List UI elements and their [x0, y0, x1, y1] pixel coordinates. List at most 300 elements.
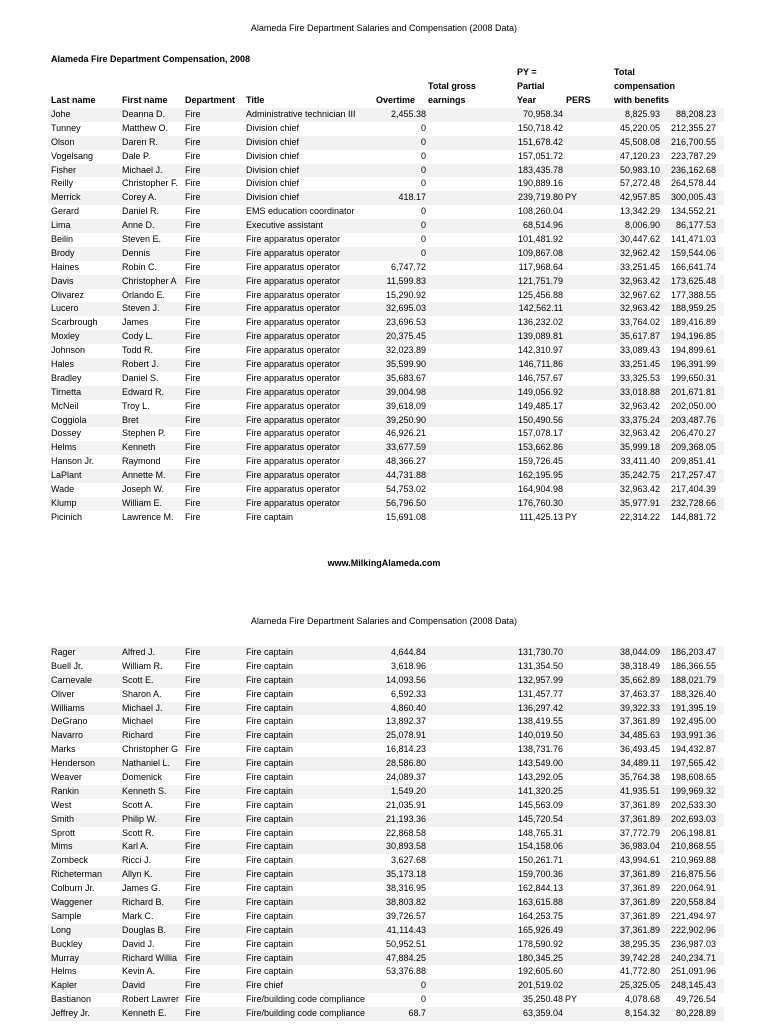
- header-gross-1: Total gross: [428, 81, 476, 91]
- cell-first-name: Christopher A: [122, 275, 177, 286]
- cell-department: Fire: [185, 924, 201, 935]
- cell-overtime: 0: [420, 178, 426, 189]
- cell-overtime: 6,747.72: [390, 261, 426, 272]
- cell-department: Fire: [185, 303, 201, 314]
- cell-title: Fire/building code compliance: [246, 994, 366, 1005]
- cell-title: Fire captain: [246, 841, 294, 852]
- table-row: [48, 372, 724, 386]
- header-pers: PERS: [566, 95, 591, 105]
- table-row: [48, 813, 724, 827]
- cell-title: Fire captain: [246, 869, 294, 880]
- cell-overtime: 0: [420, 247, 426, 258]
- cell-pers: 8,825.93: [624, 109, 660, 119]
- cell-total-compensation: 141,471.03: [670, 234, 716, 245]
- cell-pers: 57,272.48: [619, 178, 660, 189]
- table-row: [48, 122, 724, 136]
- cell-gross-earnings: 153,662.86: [517, 442, 563, 453]
- cell-department: Fire: [185, 109, 201, 119]
- cell-title: Fire captain: [246, 688, 294, 699]
- cell-gross-earnings: 164,253.75: [517, 910, 563, 921]
- cell-department: Fire: [185, 220, 201, 231]
- cell-last-name: Long: [51, 924, 72, 935]
- cell-pers: 37,361.89: [619, 716, 660, 727]
- cell-title: Fire captain: [246, 910, 294, 921]
- cell-first-name: Christopher F.: [122, 178, 179, 189]
- cell-overtime: 3,627.68: [390, 855, 426, 866]
- cell-total-compensation: 201,671.81: [670, 386, 716, 397]
- cell-pers: 32,963.42: [619, 428, 660, 439]
- cell-pers: 37,361.89: [619, 799, 660, 810]
- cell-total-compensation: 221,494.97: [670, 910, 716, 921]
- cell-last-name: Olivarez: [51, 289, 85, 300]
- cell-total-compensation: 196,391.99: [670, 359, 716, 370]
- table-row: [48, 868, 724, 882]
- cell-first-name: Robin C.: [122, 261, 158, 272]
- cell-overtime: 418.17: [398, 192, 426, 203]
- cell-total-compensation: 202,050.00: [670, 400, 716, 411]
- cell-last-name: Rankin: [51, 785, 80, 796]
- cell-gross-earnings: 141,320.25: [517, 785, 563, 796]
- cell-overtime: 14,093.56: [385, 674, 426, 685]
- cell-gross-earnings: 192,605.60: [517, 966, 563, 977]
- cell-department: Fire: [185, 470, 201, 481]
- cell-department: Fire: [185, 442, 201, 453]
- table-row: [48, 316, 724, 330]
- cell-total-compensation: 223,787.29: [670, 150, 716, 161]
- cell-department: Fire: [185, 150, 201, 161]
- cell-total-compensation: 209,851.41: [670, 456, 716, 467]
- table-row: [48, 729, 724, 743]
- cell-first-name: Michael J.: [122, 702, 163, 713]
- cell-last-name: Moxley: [51, 331, 80, 342]
- table-row: [48, 702, 724, 716]
- cell-last-name: Coggiola: [51, 414, 87, 425]
- sheet-title: Alameda Fire Department Compensation, 2008: [51, 54, 251, 64]
- cell-gross-earnings: 146,757.67: [517, 372, 563, 383]
- cell-pers: 39,322.33: [619, 702, 660, 713]
- cell-total-compensation: 192,495.00: [670, 716, 716, 727]
- cell-first-name: James G.: [122, 883, 161, 894]
- cell-title: Administrative technician III: [246, 109, 356, 119]
- cell-pers: 32,963.42: [619, 484, 660, 495]
- cell-pers: 32,962.42: [619, 247, 660, 258]
- cell-last-name: Williams: [51, 702, 85, 713]
- cell-title: Fire captain: [246, 966, 294, 977]
- table-row: [48, 757, 724, 771]
- table-row: [48, 993, 724, 1007]
- cell-overtime: 23,696.53: [385, 317, 426, 328]
- table-row: [48, 469, 724, 483]
- table-row: [48, 483, 724, 497]
- cell-title: Fire captain: [246, 952, 294, 963]
- cell-department: Fire: [185, 1008, 201, 1019]
- cell-title: Fire apparatus operator: [246, 303, 341, 314]
- table-row: [48, 511, 724, 525]
- cell-first-name: Scott E.: [122, 674, 154, 685]
- cell-total-compensation: 188,021.79: [670, 674, 716, 685]
- table-row: [48, 386, 724, 400]
- cell-last-name: Dossey: [51, 428, 82, 439]
- cell-total-compensation: 222,902.96: [670, 924, 716, 935]
- cell-pers: 36,493.45: [619, 744, 660, 755]
- cell-last-name: DeGrano: [51, 716, 88, 727]
- cell-department: Fire: [185, 841, 201, 852]
- cell-overtime: 0: [420, 980, 426, 991]
- cell-department: Fire: [185, 883, 201, 894]
- cell-pers: 35,977.91: [619, 497, 660, 508]
- table-row: [48, 688, 724, 702]
- cell-pers: 33,251.45: [619, 261, 660, 272]
- cell-last-name: Rager: [51, 647, 76, 657]
- cell-department: Fire: [185, 247, 201, 258]
- cell-last-name: West: [51, 799, 72, 810]
- cell-last-name: Merrick: [51, 192, 81, 203]
- cell-pers: 38,044.09: [619, 647, 660, 657]
- cell-gross-earnings: 131,354.50: [517, 660, 563, 671]
- header-total-1: Total: [614, 67, 635, 77]
- table-row: [48, 302, 724, 316]
- cell-total-compensation: 251,091.96: [670, 966, 716, 977]
- cell-department: Fire: [185, 966, 201, 977]
- cell-overtime: 56,796.50: [385, 497, 426, 508]
- cell-total-compensation: 217,404.39: [670, 484, 716, 495]
- cell-pers: 38,295.35: [619, 938, 660, 949]
- cell-department: Fire: [185, 428, 201, 439]
- cell-overtime: 15,691.08: [385, 511, 426, 522]
- cell-title: Fire apparatus operator: [246, 386, 341, 397]
- cell-department: Fire: [185, 647, 201, 657]
- cell-pers: 32,963.42: [619, 400, 660, 411]
- cell-last-name: Lucero: [51, 303, 79, 314]
- cell-total-compensation: 212,355.27: [670, 122, 716, 133]
- cell-total-compensation: 194,899.61: [670, 345, 716, 356]
- cell-last-name: Lima: [51, 220, 71, 231]
- cell-title: Fire apparatus operator: [246, 400, 341, 411]
- cell-pers: 33,764.02: [619, 317, 660, 328]
- cell-gross-earnings: 131,730.70: [517, 647, 563, 657]
- cell-department: Fire: [185, 980, 201, 991]
- cell-pers: 35,242.75: [619, 470, 660, 481]
- cell-gross-earnings: 140,019.50: [517, 730, 563, 741]
- header-py-2: Partial: [517, 81, 545, 91]
- cell-overtime: 38,316.95: [385, 883, 426, 894]
- cell-first-name: Orlando E.: [122, 289, 166, 300]
- cell-first-name: Michael J.: [122, 164, 163, 175]
- cell-overtime: 32,023.89: [385, 345, 426, 356]
- cell-total-compensation: 177,388.55: [670, 289, 716, 300]
- cell-overtime: 47,884.25: [385, 952, 426, 963]
- cell-first-name: Bret: [122, 414, 139, 425]
- cell-first-name: Kenneth: [122, 442, 156, 453]
- cell-first-name: Ricci J.: [122, 855, 151, 866]
- cell-first-name: Raymond: [122, 456, 161, 467]
- cell-title: Fire captain: [246, 660, 294, 671]
- cell-gross-earnings: 138,419.55: [517, 716, 563, 727]
- cell-last-name: Reilly: [51, 178, 74, 189]
- cell-overtime: 50,952.51: [385, 938, 426, 949]
- cell-first-name: Joseph W.: [122, 484, 165, 495]
- cell-department: Fire: [185, 178, 201, 189]
- cell-department: Fire: [185, 484, 201, 495]
- cell-last-name: LaPlant: [51, 470, 82, 481]
- cell-first-name: Sharon A.: [122, 688, 162, 699]
- cell-gross-earnings: 164,904.98: [517, 484, 563, 495]
- cell-title: Fire apparatus operator: [246, 428, 341, 439]
- table-row: [48, 150, 724, 164]
- table-row: [48, 164, 724, 178]
- cell-last-name: Waggener: [51, 897, 93, 908]
- cell-total-compensation: 199,650.31: [670, 372, 716, 383]
- cell-total-compensation: 202,533.30: [670, 799, 716, 810]
- table-row: [48, 275, 724, 289]
- header-overtime: Overtime: [376, 95, 416, 105]
- cell-gross-earnings: 150,718.42: [517, 122, 563, 133]
- cell-overtime: 25,078.91: [385, 730, 426, 741]
- table-row: [48, 108, 724, 122]
- cell-total-compensation: 202,693.03: [670, 813, 716, 824]
- cell-title: Fire captain: [246, 855, 294, 866]
- cell-total-compensation: 220,064.91: [670, 883, 716, 894]
- cell-last-name: Gerard: [51, 206, 80, 217]
- table-row: [48, 1007, 724, 1021]
- cell-title: Fire/building code compliance: [246, 1008, 366, 1019]
- cell-first-name: Richard B.: [122, 897, 165, 908]
- cell-title: Fire captain: [246, 744, 294, 755]
- cell-last-name: Johe: [51, 109, 71, 119]
- cell-first-name: Annette M.: [122, 470, 166, 481]
- cell-overtime: 1,549.20: [390, 785, 426, 796]
- cell-overtime: 68.7: [408, 1008, 426, 1019]
- cell-title: Fire apparatus operator: [246, 497, 341, 508]
- cell-last-name: Oliver: [51, 688, 75, 699]
- cell-department: Fire: [185, 275, 201, 286]
- cell-department: Fire: [185, 497, 201, 508]
- cell-last-name: Vogelsang: [51, 150, 94, 161]
- cell-gross-earnings: 70,958.34: [522, 109, 563, 119]
- cell-gross-earnings: 101,481.92: [517, 234, 563, 245]
- cell-title: Fire captain: [246, 511, 294, 522]
- cell-department: Fire: [185, 772, 201, 783]
- cell-pers: 45,508.08: [619, 136, 660, 147]
- cell-partial-year: PY: [565, 192, 578, 203]
- cell-title: Fire apparatus operator: [246, 372, 341, 383]
- cell-department: Fire: [185, 331, 201, 342]
- table-row: [48, 979, 724, 993]
- cell-gross-earnings: 142,310.97: [517, 345, 563, 356]
- cell-title: Division chief: [246, 192, 300, 203]
- cell-gross-earnings: 138,731.76: [517, 744, 563, 755]
- cell-first-name: Kenneth E.: [122, 1008, 167, 1019]
- table-row: [48, 660, 724, 674]
- cell-total-compensation: 86,177.53: [675, 220, 716, 231]
- cell-title: Executive assistant: [246, 220, 324, 231]
- cell-title: Fire apparatus operator: [246, 234, 341, 245]
- cell-last-name: Sprott: [51, 827, 76, 838]
- cell-overtime: 0: [420, 234, 426, 245]
- cell-pers: 35,662.89: [619, 674, 660, 685]
- table-row: [48, 910, 724, 924]
- table-row: [48, 952, 724, 966]
- cell-total-compensation: 186,366.55: [670, 660, 716, 671]
- cell-overtime: 4,644.84: [390, 647, 426, 657]
- cell-pers: 8,006.90: [624, 220, 660, 231]
- cell-last-name: Mims: [51, 841, 73, 852]
- cell-title: Fire captain: [246, 924, 294, 935]
- cell-title: Fire captain: [246, 897, 294, 908]
- cell-partial-year: PY: [565, 994, 578, 1005]
- cell-department: Fire: [185, 164, 201, 175]
- cell-department: Fire: [185, 414, 201, 425]
- cell-overtime: 2,455.38: [390, 109, 426, 119]
- cell-gross-earnings: 117,968.64: [518, 261, 563, 272]
- cell-overtime: 54,753.02: [385, 484, 426, 495]
- header-py-3: Year: [517, 95, 537, 105]
- cell-pers: 34,489.11: [620, 758, 660, 769]
- cell-pers: 33,251.45: [619, 359, 660, 370]
- cell-title: Division chief: [246, 178, 300, 189]
- cell-last-name: Navarro: [51, 730, 84, 741]
- cell-overtime: 41,114.43: [386, 924, 426, 935]
- cell-total-compensation: 209,368.05: [670, 442, 716, 453]
- cell-last-name: Scarbrough: [51, 317, 98, 328]
- cell-overtime: 16,814.23: [385, 744, 426, 755]
- cell-overtime: 3,618.96: [390, 660, 426, 671]
- cell-department: Fire: [185, 400, 201, 411]
- cell-pers: 43,994.61: [619, 855, 660, 866]
- cell-gross-earnings: 176,760.30: [517, 497, 563, 508]
- cell-overtime: 39,250.90: [385, 414, 426, 425]
- cell-title: Fire apparatus operator: [246, 359, 341, 370]
- cell-pers: 37,772.79: [619, 827, 660, 838]
- cell-partial-year: PY: [565, 511, 578, 522]
- cell-gross-earnings: 109,867.08: [517, 247, 563, 258]
- cell-first-name: Daren R.: [122, 136, 159, 147]
- cell-first-name: Alfred J.: [122, 647, 156, 657]
- table-row: [48, 247, 724, 261]
- cell-department: Fire: [185, 716, 201, 727]
- cell-total-compensation: 173,625.48: [670, 275, 716, 286]
- cell-last-name: Helms: [51, 442, 77, 453]
- cell-gross-earnings: 163,615.88: [517, 897, 563, 908]
- cell-gross-earnings: 136,232.02: [517, 317, 563, 328]
- cell-department: Fire: [185, 511, 201, 522]
- compensation-table-page-2: [48, 646, 724, 1021]
- cell-gross-earnings: 239,719.80: [517, 192, 563, 203]
- cell-gross-earnings: 151,678.42: [517, 136, 563, 147]
- cell-pers: 37,361.89: [619, 869, 660, 880]
- table-row: [48, 136, 724, 150]
- cell-first-name: Scott A.: [122, 799, 154, 810]
- cell-first-name: Kenneth S.: [122, 785, 167, 796]
- cell-title: Fire captain: [246, 772, 294, 783]
- cell-total-compensation: 300,005.43: [670, 192, 716, 203]
- cell-overtime: 24,089.37: [385, 772, 426, 783]
- cell-gross-earnings: 178,590.92: [517, 938, 563, 949]
- cell-gross-earnings: 142,562.11: [518, 303, 563, 314]
- table-row: [48, 882, 724, 896]
- cell-department: Fire: [185, 688, 201, 699]
- cell-first-name: William E.: [122, 497, 162, 508]
- cell-first-name: Richard Willia: [122, 952, 178, 963]
- cell-overtime: 48,366.27: [385, 456, 426, 467]
- cell-gross-earnings: 132,957.99: [517, 674, 563, 685]
- cell-last-name: Murray: [51, 952, 80, 963]
- cell-title: Fire apparatus operator: [246, 414, 341, 425]
- cell-department: Fire: [185, 234, 201, 245]
- cell-department: Fire: [185, 952, 201, 963]
- cell-overtime: 0: [420, 122, 426, 133]
- cell-title: Fire apparatus operator: [246, 456, 341, 467]
- cell-gross-earnings: 183,435.78: [517, 164, 563, 175]
- cell-last-name: Tirnetta: [51, 386, 82, 397]
- cell-total-compensation: 194,432.87: [670, 744, 716, 755]
- cell-pers: 37,361.89: [619, 924, 660, 935]
- cell-pers: 33,089.43: [619, 345, 660, 356]
- cell-pers: 37,463.37: [619, 688, 660, 699]
- cell-overtime: 38,803.82: [385, 897, 426, 908]
- cell-first-name: Richard: [122, 730, 154, 741]
- cell-overtime: 0: [420, 150, 426, 161]
- cell-total-compensation: 194,196.85: [670, 331, 716, 342]
- cell-first-name: Troy L.: [122, 400, 150, 411]
- header-total-2: compensation: [614, 81, 676, 91]
- cell-overtime: 13,892.37: [385, 716, 426, 727]
- table-row: [48, 289, 724, 303]
- cell-last-name: Beilin: [51, 234, 74, 245]
- cell-gross-earnings: 143,549.00: [517, 758, 563, 769]
- cell-department: Fire: [185, 372, 201, 383]
- cell-pers: 50,983.10: [619, 164, 660, 175]
- cell-overtime: 39,618.09: [385, 400, 426, 411]
- cell-title: Division chief: [246, 122, 300, 133]
- cell-department: Fire: [185, 122, 201, 133]
- cell-first-name: Dale P.: [122, 150, 151, 161]
- cell-pers: 33,018.88: [619, 386, 660, 397]
- cell-overtime: 30,893.58: [385, 841, 426, 852]
- table-row: [48, 177, 724, 191]
- cell-total-compensation: 88,208.23: [675, 109, 716, 119]
- cell-total-compensation: 191,395.19: [670, 702, 716, 713]
- table-row: [48, 205, 724, 219]
- cell-pers: 41,772.80: [619, 966, 660, 977]
- cell-last-name: Johnson: [51, 345, 86, 356]
- cell-pers: 32,963.42: [619, 303, 660, 314]
- cell-overtime: 21,035.91: [385, 799, 426, 810]
- cell-last-name: Hales: [51, 359, 75, 370]
- table-row: [48, 427, 724, 441]
- cell-department: Fire: [185, 456, 201, 467]
- cell-title: Fire chief: [246, 980, 284, 991]
- table-row: [48, 233, 724, 247]
- cell-title: Fire apparatus operator: [246, 247, 341, 258]
- cell-title: Fire apparatus operator: [246, 317, 341, 328]
- cell-overtime: 32,695.03: [385, 303, 426, 314]
- cell-pers: 45,220.05: [619, 122, 660, 133]
- cell-title: EMS education coordinator: [246, 206, 355, 217]
- cell-overtime: 35,173.18: [385, 869, 426, 880]
- cell-pers: 13,342.29: [619, 206, 660, 217]
- cell-last-name: Wade: [51, 484, 75, 495]
- cell-total-compensation: 206,198.81: [670, 827, 716, 838]
- cell-first-name: Daniel S.: [122, 372, 159, 383]
- cell-last-name: Weaver: [51, 772, 82, 783]
- cell-pers: 36,983.04: [619, 841, 660, 852]
- cell-last-name: Hanson Jr.: [51, 456, 95, 467]
- cell-total-compensation: 210,969.88: [670, 855, 716, 866]
- cell-pers: 37,361.89: [619, 813, 660, 824]
- cell-title: Fire captain: [246, 716, 294, 727]
- cell-department: Fire: [185, 744, 201, 755]
